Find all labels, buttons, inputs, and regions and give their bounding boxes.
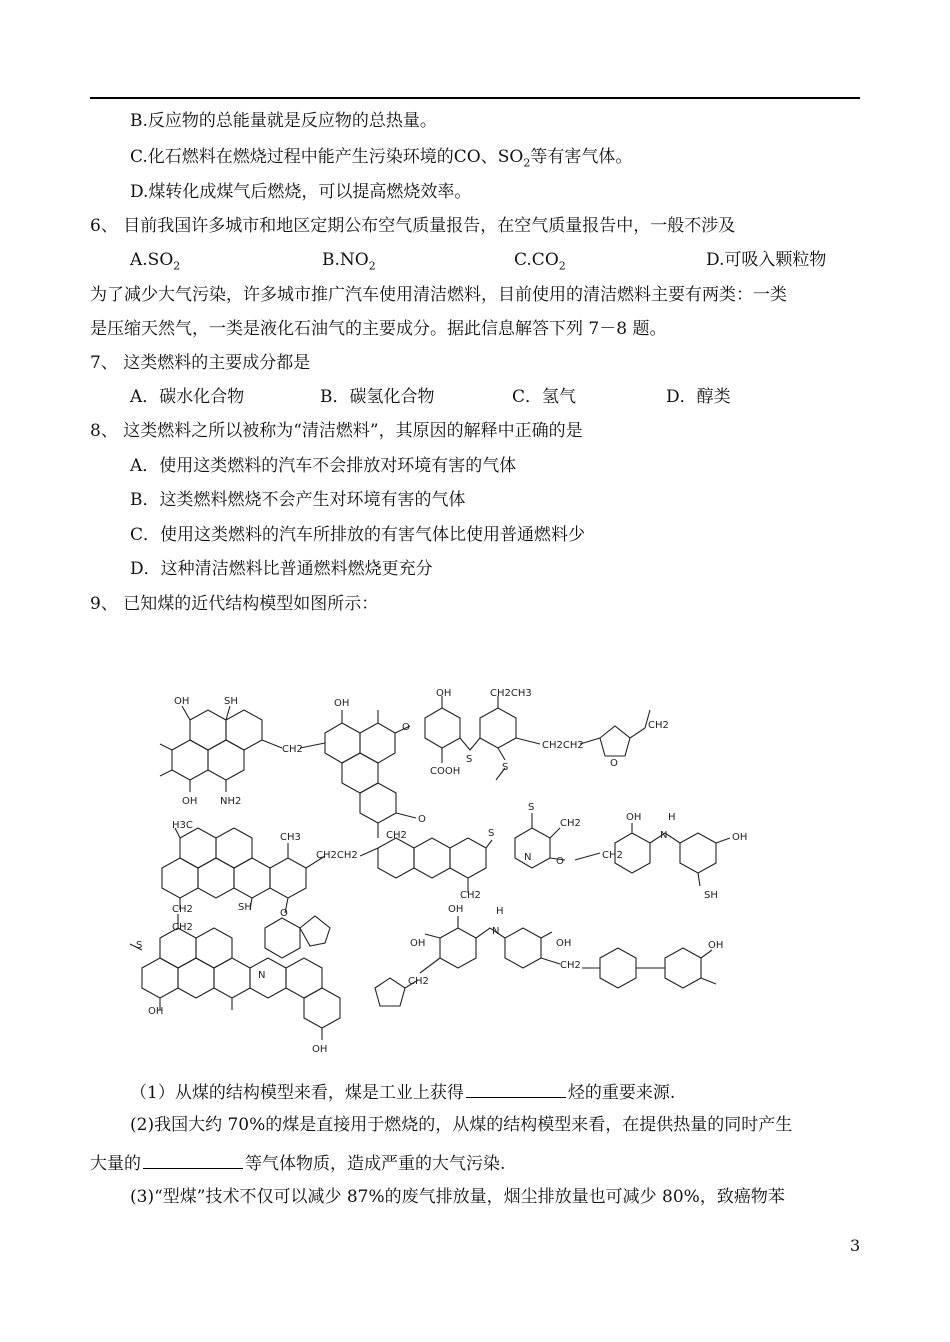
fig-label: H bbox=[496, 906, 504, 917]
fig-label: S bbox=[528, 802, 535, 813]
fig-label: OH bbox=[312, 1044, 328, 1055]
fig-label: N bbox=[258, 970, 266, 981]
fig-label: CH2CH2 bbox=[316, 850, 358, 861]
q7-option-c: C．氢气 bbox=[512, 387, 577, 407]
q8-option-b: B．这类燃料燃烧不会产生对环境有害的气体 bbox=[130, 490, 466, 510]
fig-label: CH2 bbox=[560, 960, 581, 971]
fig-label: O bbox=[610, 758, 618, 769]
fig-label: SH bbox=[704, 890, 718, 901]
answer-blank-2[interactable] bbox=[143, 1150, 243, 1169]
page-number: 3 bbox=[850, 1236, 861, 1255]
fig-label: NH2 bbox=[220, 796, 242, 807]
option-5c: C.化石燃料在燃烧过程中能产生污染环境的CO、$SO_2$等有害气体。 bbox=[130, 147, 633, 170]
question-9: 9、 已知煤的近代结构模型如图所示： bbox=[90, 594, 379, 614]
answer-blank-1[interactable] bbox=[466, 1079, 566, 1098]
fig-label: O bbox=[280, 908, 288, 919]
fig-label: OH bbox=[626, 812, 642, 823]
fig-label: O bbox=[556, 856, 564, 867]
fig-label: N bbox=[492, 926, 500, 937]
fig-label: OH bbox=[732, 832, 748, 843]
fig-label: S bbox=[136, 940, 143, 951]
fig-label: CH2 bbox=[648, 720, 669, 731]
option-5b: B.反应物的总能量就是反应物的总热量。 bbox=[130, 111, 437, 131]
fig-label: CH2 bbox=[460, 890, 481, 901]
header-rule bbox=[90, 97, 860, 99]
passage-line-1: 为了减少大气污染，许多城市推广汽车使用清洁燃料，目前使用的清洁燃料主要有两类：一类 bbox=[90, 285, 787, 305]
fig-label: O bbox=[418, 814, 426, 825]
fig-label: CH2 bbox=[172, 904, 193, 915]
fig-label: OH bbox=[174, 696, 190, 707]
fig-label: COOH bbox=[430, 766, 461, 777]
question-7: 7、 这类燃料的主要成分都是 bbox=[90, 353, 311, 373]
q8-option-c: C．使用这类燃料的汽车所排放的有害气体比使用普通燃料少 bbox=[130, 525, 586, 545]
q6-option-c: $C.CO_2$ bbox=[514, 250, 566, 273]
fig-label: H bbox=[668, 812, 676, 823]
fig-label: CH2 bbox=[560, 818, 581, 829]
fig-label: OH bbox=[708, 940, 724, 951]
fig-label: CH2CH2 bbox=[542, 740, 584, 751]
question-8: 8、 这类燃料之所以被称为“清洁燃料”，其原因的解释中正确的是 bbox=[90, 421, 583, 441]
fig-label: O bbox=[402, 722, 410, 733]
subquestion-2-line-1: (2)我国大约 70%的煤是直接用于燃烧的，从煤的结构模型来看，在提供热量的同时产生 bbox=[130, 1115, 793, 1135]
fig-label: N bbox=[524, 852, 532, 863]
q7-option-d: D．醇类 bbox=[666, 387, 731, 407]
subquestion-1: （1）从煤的结构模型来看，煤是工业上获得 烃的重要来源. bbox=[130, 1079, 675, 1104]
subquestion-2-line-2: 大量的 等气体物质，造成严重的大气污染. bbox=[90, 1150, 505, 1175]
q8-option-d: D．这种清洁燃料比普通燃料燃烧更充分 bbox=[130, 559, 433, 579]
q6-option-a: $A.SO_2$ bbox=[130, 250, 181, 273]
fig-label: CH2 bbox=[408, 976, 429, 987]
fig-label: CH2 bbox=[386, 830, 407, 841]
fig-label: CH3 bbox=[280, 832, 301, 843]
option-5d: D.煤转化成煤气后燃烧，可以提高燃烧效率。 bbox=[130, 182, 472, 202]
fig-label: SH bbox=[238, 902, 252, 913]
q6-option-d: D.可吸入颗粒物 bbox=[706, 250, 827, 270]
subquestion-3: (3)“型煤”技术不仅可以减少 87%的废气排放量，烟尘排放量也可减少 80%，致癌物苯 bbox=[130, 1187, 785, 1207]
fig-label: CH2 bbox=[602, 850, 623, 861]
q7-option-a: A．碳水化合物 bbox=[130, 387, 245, 407]
fig-label: S bbox=[502, 762, 509, 773]
coal-structure-diagram bbox=[120, 688, 780, 1068]
fig-label: OH bbox=[436, 688, 452, 699]
q6-option-b: $B.NO_2$ bbox=[322, 250, 376, 273]
fig-label: CH2 bbox=[282, 744, 303, 755]
fig-label: OH bbox=[556, 938, 572, 949]
fig-label: OH bbox=[334, 698, 350, 709]
passage-line-2: 是压缩天然气，一类是液化石油气的主要成分。据此信息解答下列 7－8 题。 bbox=[90, 319, 667, 339]
fig-label: OH bbox=[182, 796, 198, 807]
fig-label: CH2CH3 bbox=[490, 688, 532, 699]
q7-option-b: B．碳氢化合物 bbox=[320, 387, 435, 407]
fig-label: S bbox=[466, 754, 473, 765]
fig-label: CH2 bbox=[172, 922, 193, 933]
fig-label: S bbox=[488, 828, 495, 839]
question-6: 6、 目前我国许多城市和地区定期公布空气质量报告，在空气质量报告中，一般不涉及 bbox=[90, 216, 736, 236]
fig-label: H3C bbox=[172, 820, 193, 831]
fig-label: SH bbox=[224, 696, 238, 707]
fig-label: N bbox=[660, 830, 668, 841]
fig-label: OH bbox=[448, 904, 464, 915]
fig-label: OH bbox=[410, 938, 426, 949]
q8-option-a: A．使用这类燃料的汽车不会排放对环境有害的气体 bbox=[130, 456, 517, 476]
fig-label: OH bbox=[148, 1006, 164, 1017]
